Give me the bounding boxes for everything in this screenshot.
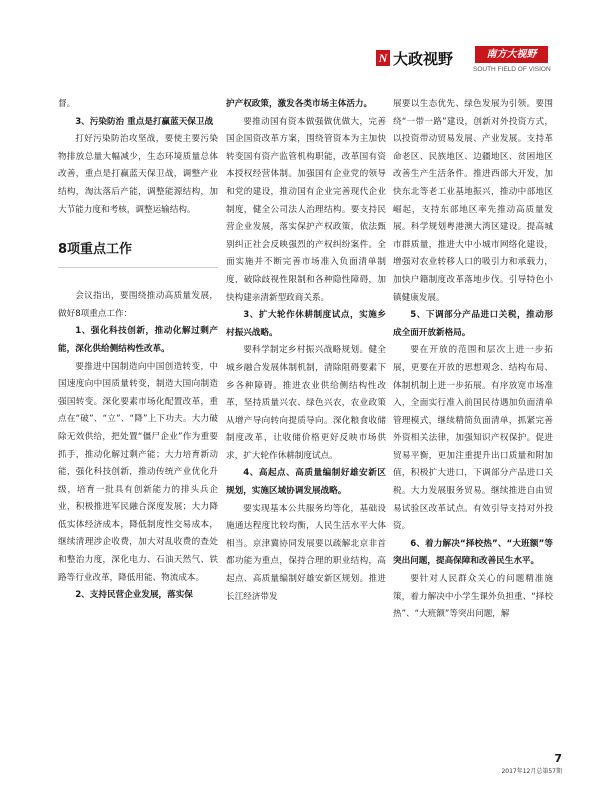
section-divider: [58, 267, 218, 268]
subheading: 4、高起点、高质量编制好雄安新区规划，实施区域协调发展战略。: [226, 468, 386, 497]
subheading: 6、着力解决“择校热”、“大班额”等突出问题，提高保障和改善民生水平。: [393, 538, 553, 567]
page-footer: [501, 752, 562, 775]
n-logo-icon: N: [376, 50, 390, 66]
paragraph: 要在开放的范围和层次上进一步拓展，更要在开放的思想观念、结构布局、体制机制上进一步拓展。有序放宽市场准入，全面实行准入前国民待遇加负面清单管理模式，继续精简负面清单，抓紧完善外资相关法律，加强知识产权保护。促进贸易平衡，更加注重提升出口质量和附加值，积极扩大进口，下调部分产品进口关税。大力发展服务贸易。继续推进自由贸易试验区改革试点。有效引导支持对外投资。: [393, 345, 553, 532]
brand-logo: 南方大视野: [475, 46, 548, 63]
paragraph: 督。: [58, 99, 76, 109]
issue-label: 2017年12月总第57期: [501, 768, 562, 775]
paragraph: 展要以生态优先、绿色发展为引领。要围绕“一带一路”建设，创新对外投资方式，以投资带动贸易发展、产业发展。支持革命老区、民族地区、边疆地区、贫困地区改善生产生活条件。推进西部大开发，加快东北等老工业基地振兴，推动中部地区崛起，支持东部地区率先推动高质量发展。科学规划粤港澳大湾区建设。提高城市群质量，推进大中小城市网络化建设，增强对农业转移人口的吸引力和承载力，加快户籍制度改革落地步伐。引导特色小镇健康发展。: [393, 99, 553, 303]
paragraph: 要推动国有资本做强做优做大，完善国企国资改革方案，围绕管资本为主加快转变国有资产监管机构职能，改革国有资本授权经营体制。加强国有企业党的领导和党的建设，推动国有企业完善现代企业制度，健全公司法人治理结构。要支持民营企业发展，落实保护产权政策，依法甄别纠正社会反映强烈的产权纠纷案件。全面实施并不断完善市场准入负面清单制度，破除歧视性限制和各种隐性障碍，加快构建亲清新型政商关系。: [226, 116, 386, 303]
text-column-3: [393, 96, 553, 624]
subheading: 3、扩大轮作休耕制度试点，实施乡村振兴战略。: [226, 310, 386, 338]
subheading: 护产权政策，激发各类市场主体活力。: [226, 99, 373, 109]
text-column-2: [226, 96, 386, 606]
section-title: 大政视野: [393, 50, 454, 68]
subheading: 5、下调部分产品进口关税，推动形成全面开放新格局。: [393, 310, 553, 338]
section-header: [376, 46, 566, 76]
page-number: 7: [554, 752, 562, 765]
text-column-1: [58, 96, 218, 605]
subheading: 3、污染防治 重点是打赢蓝天保卫战: [75, 116, 214, 127]
paragraph: 要推进中国制造向中国创造转变，中国速度向中国质量转变，制造大国向制造强国转变。深化要素市场化配置改革，重点在“破”、“立”、“降”上下功夫。大力破除无效供给，把处置“僵尸企业”作为重要抓手，推动化解过剩产能；大力培育新动能，强化科技创新，推动传统产业优化升级，培育一批具有创新能力的排头兵企业，积极推进军民融合深度发展；大力降低实体经济成本，降低制度性交易成本，继续清理涉企收费，加大对乱收费的查处和整治力度，深化电力、石油天然气、铁路等行业改革，降低用能、物流成本。: [58, 361, 218, 583]
paragraph: 要实现基本公共服务均等化，基础设施通达程度比较均衡，人民生活水平大体相当。京津冀协同发展要以疏解北京非首都功能为重点，保持合理的职业结构，高起点、高质量编制好雄安新区规划。推进长江经济带发: [226, 503, 386, 602]
paragraph: 会议指出，要围绕推动高质量发展，做好8项重点工作：: [58, 291, 218, 319]
paragraph: 打好污染防治攻坚战，要使主要污染物排放总量大幅减少，生态环境质量总体改善，重点是打赢蓝天保卫战，调整产业结构，淘汰落后产能，调整能源结构，加大节能力度和考核，调整运输结构。: [58, 134, 218, 215]
brand-english-subtitle: SOUTH FIELD OF VISION: [473, 66, 551, 73]
subheading: 2、支持民营企业发展，落实保: [75, 590, 193, 601]
paragraph: 要科学制定乡村振兴战略规划。健全城乡融合发展体制机制，清除阻碍要素下乡各种障碍。推进农业供给侧结构性改革，坚持质量兴农、绿色兴农，农业政策从增产导向转向提质导向。深化粮食收储制度改革，让收储价格更好反映市场供求，扩大轮作休耕制度试点。: [226, 345, 386, 461]
subheading: 1、强化科技创新，推动化解过剩产能，深化供给侧结构性改革。: [58, 326, 218, 354]
paragraph: 要针对人民群众关心的问题精准施策，着力解决中小学生课外负担重、“择校热”、“大班额”等突出问题，解: [393, 574, 553, 620]
section-heading: 8项重点工作: [58, 242, 133, 258]
